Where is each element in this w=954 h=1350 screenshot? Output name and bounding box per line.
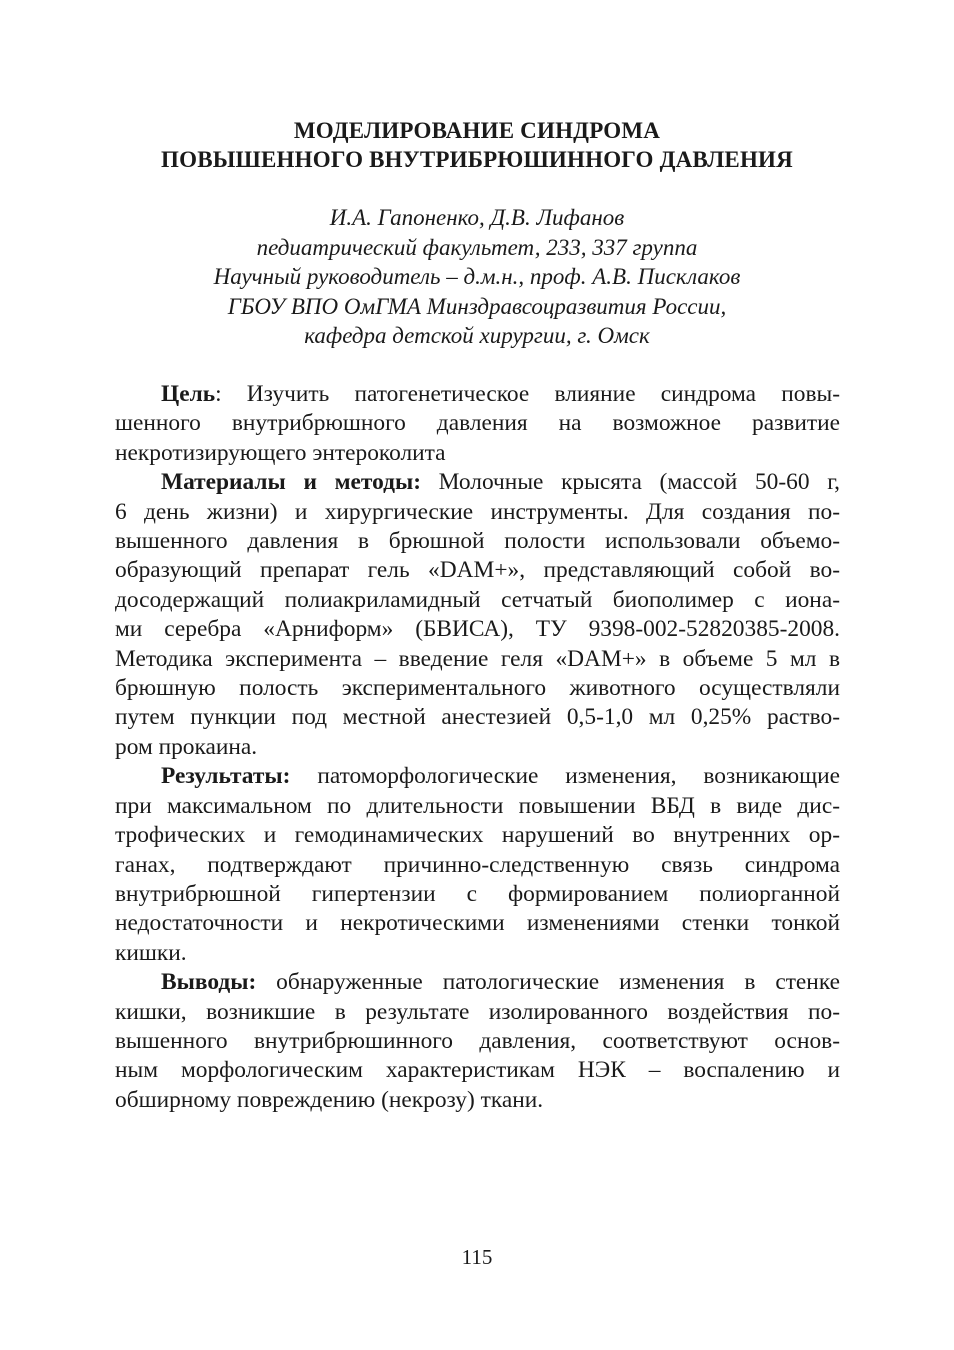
article-body — [115, 380, 840, 1115]
title-line-1: МОДЕЛИРОВАНИЕ СИНДРОМА — [293, 118, 661, 143]
conclusions-line: ным морфологическим характеристикам НЭК – воспалению и — [115, 1057, 840, 1084]
methods-line: образующий препарат гель «DAM+», представляющий собой во- — [115, 557, 840, 584]
author-names: И.А. Гапоненко, Д.В. Лифанов — [329, 205, 625, 230]
conclusions-line: вышенного внутрибрюшинного давления, соответствуют основ- — [115, 1027, 840, 1054]
results-line: недостаточности и некротическими изменениями стенки тонкой — [115, 910, 840, 937]
methods-line: ром прокаина. — [115, 733, 258, 760]
methods-line: Молочные крысята (массой 50-60 г, — [421, 469, 841, 496]
page-number: 115 — [461, 1245, 493, 1269]
results-line: патоморфологические изменения, возникающие — [290, 763, 840, 790]
conclusions-line: обширному повреждению (некрозу) ткани. — [115, 1086, 544, 1113]
methods-line: вышенного давления в брюшной полости использовали объемо- — [115, 528, 840, 555]
results-line: внутрибрюшной гипертензии с формированием полиорганной — [115, 880, 840, 907]
results-line: ганах, подтверждают причинно-следственную связь синдрома — [115, 851, 840, 878]
scientific-supervisor: Научный руководитель – д.м.н., проф. А.В. Писклаков — [213, 264, 741, 289]
conclusions-label: Выводы: — [161, 969, 257, 996]
title-line-2: ПОВЫШЕННОГО ВНУТРИБРЮШИННОГО ДАВЛЕНИЯ — [161, 147, 793, 172]
methods-line: путем пункции под местной анестезией 0,5-1,0 мл 0,25% раство- — [115, 704, 840, 731]
goal-paragraph — [115, 380, 840, 468]
goal-line: : Изучить патогенетическое влияние синдрома повы- — [215, 381, 840, 407]
results-line: кишки. — [115, 939, 187, 966]
methods-paragraph — [115, 468, 840, 762]
conclusions-line: обнаруженные патологические изменения в стенке — [256, 969, 840, 996]
conclusions-line: кишки, возникшие в результате изолированного воздействия по- — [115, 998, 840, 1025]
methods-label: Материалы и методы: — [161, 469, 422, 496]
author-block — [100, 203, 854, 351]
results-paragraph — [115, 762, 840, 968]
methods-line: брюшную полость экспериментального животного осуществляли — [115, 675, 840, 702]
methods-line: 6 день жизни) и хирургические инструменты. Для создания по- — [115, 498, 840, 525]
author-faculty: педиатрический факультет, 233, 337 группа — [256, 234, 698, 260]
goal-line: шенного внутрибрюшного давления на возможное развитие — [115, 410, 840, 437]
department: кафедра детской хирургии, г. Омск — [304, 323, 650, 348]
institution: ГБОУ ВПО ОмГМА Минздравсоцразвития России, — [227, 293, 727, 319]
results-line: при максимальном по длительности повышении ВБД в виде дис- — [115, 792, 840, 819]
article-title — [100, 116, 854, 174]
methods-line: досодержащий полиакриламидный сетчатый биополимер с иона- — [115, 586, 840, 613]
results-label: Результаты: — [161, 763, 291, 790]
conclusions-paragraph — [115, 968, 840, 1115]
methods-line: Методика эксперимента – введение геля «DAM+» в объеме 5 мл в — [115, 645, 840, 672]
results-line: трофических и гемодинамических нарушений во внутренних ор- — [115, 822, 840, 849]
methods-line: ми серебра «Арниформ» (БВИСА), ТУ 9398-002-52820385-2008. — [115, 616, 840, 643]
goal-label: Цель — [161, 381, 216, 407]
goal-line: некротизирующего энтероколита — [115, 439, 446, 466]
